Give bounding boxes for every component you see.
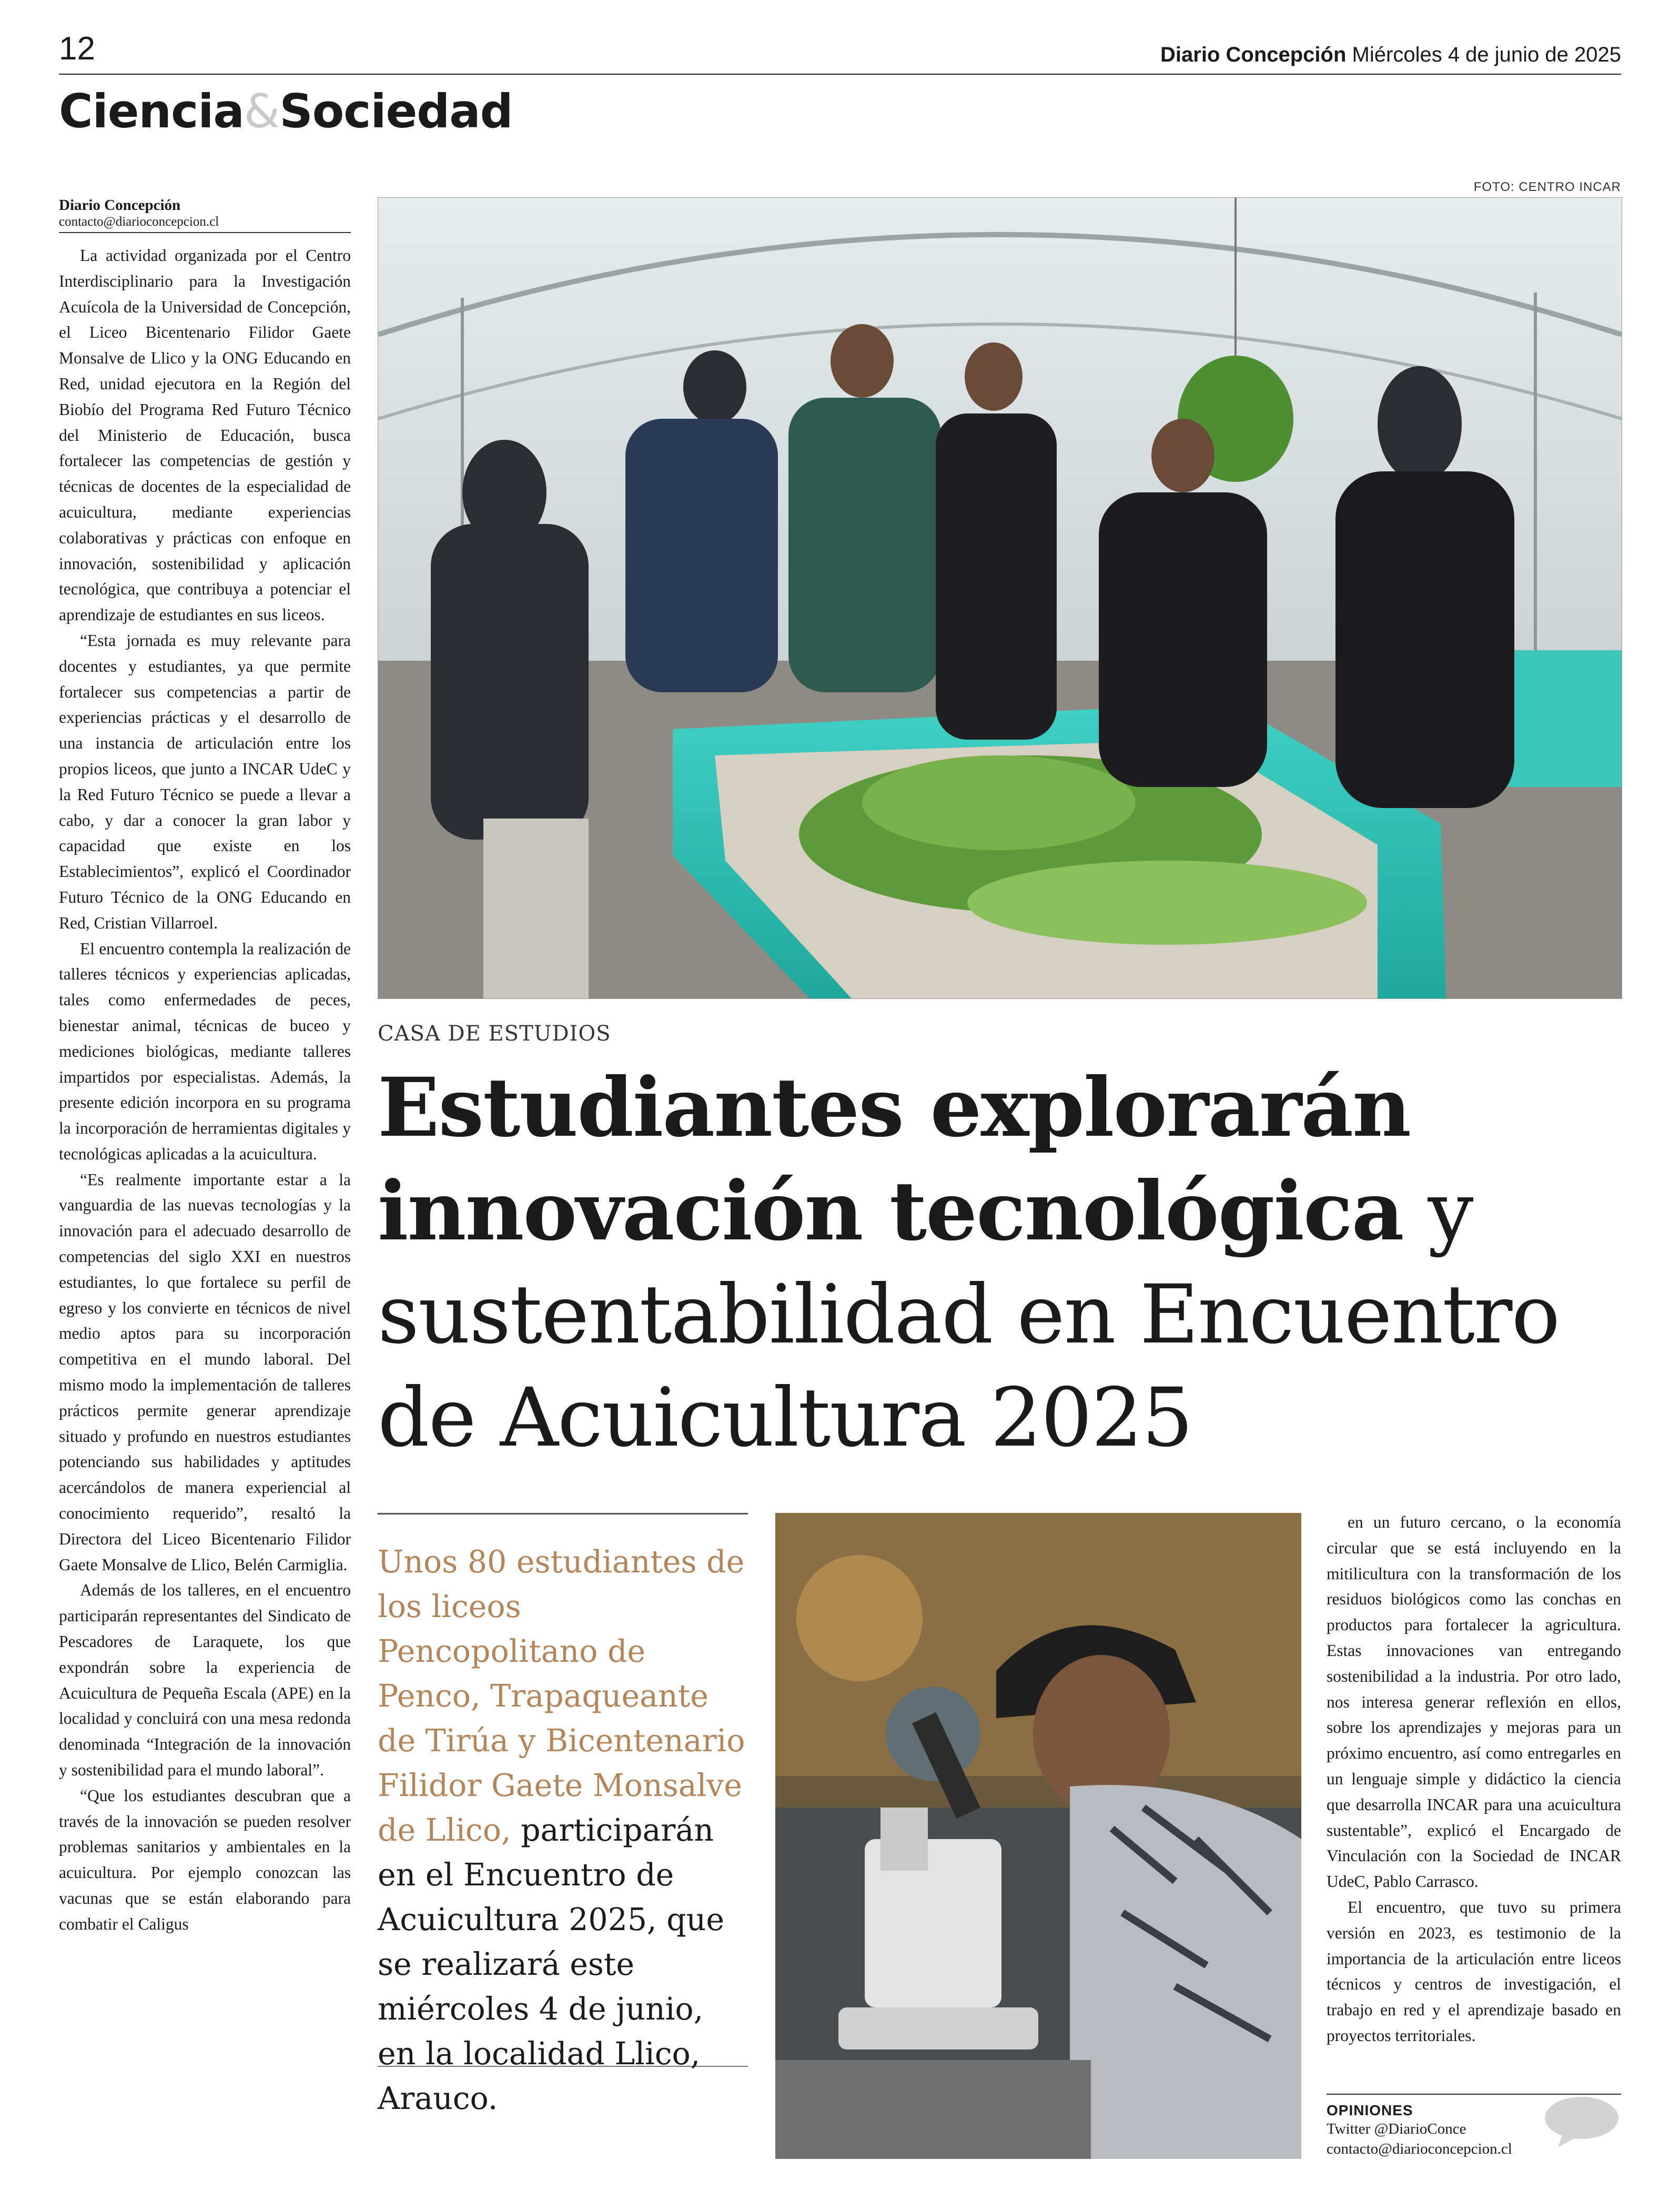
byline-email: contacto@diarioconcepcion.cl [59,215,219,229]
lead-highlight: Unos 80 estudiantes de los liceos Pencopolitano de Penco, Trapaqueante de Tirúa y Bicentenario Filidor Gaete Monsalve de Llico, [378,1544,745,1848]
body-paragraph: El encuentro, que tuvo su primera versión en 2023, es testimonio de la importancia de la articulación entre liceos técnicos y centros de investigación, el trabajo en red y el aprendizaje basado en proyectos territoriales. [1327,1897,1621,2045]
issue-date: Miércoles 4 de junio de 2025 [1352,43,1621,66]
lead-rest: participarán en el Encuentro de Acuicultura 2025, que se realizará este miércoles 4 de junio, en la localidad Llico, Arauco. [378,1812,724,2116]
section-title [59,84,513,138]
headline-light: y sustentabilidad en Encuentro de Acuicultura 2025 [378,1165,1560,1465]
section-title-part2: Sociedad [279,84,513,138]
main-photo-greenhouse [378,197,1622,999]
left-column [59,243,351,2168]
byline [59,197,351,233]
body-paragraph: “Que los estudiantes descubran que a través de la innovación se pueden resolver problemas sanitarios y ambientales en la acuicultura. Por ejemplo conozcan las vacunas que se están elaborando para combatir el Caligus [59,1786,351,1933]
section-ampersand: & [244,84,280,138]
body-paragraph: Además de los talleres, en el encuentro participarán representantes del Sindicato de Pescadores de Laraquete, los que expondrán sobre la experiencia de Acuicultura de Pequeña Escala (APE) en la localidad y concluirá con una mesa redonda denominada “Integración de la innovación y sostenibilidad para el mundo laboral”. [59,1581,351,1780]
byline-name: Diario Concepción [59,197,181,214]
body-paragraph: La actividad organizada por el Centro Interdisciplinario para la Investigación Acuícola de la Universidad de Concepción, el Liceo Bicentenario Filidor Gaete Monsalve de Llico y la ONG Educando en Red, unidad ejecutora en la Región del Biobío del Programa Red Futuro Técnico del Ministerio de Educación, busca fortalecer las competencias de gestión y técnicas de docentes de la especialidad de acuicultura, mediante experiencias colaborativas y prácticas con enfoque en innovación, sostenibilidad y aplicación tecnológica, que contribuya a potenciar el aprendizaje de estudiantes en sus liceos. [59,246,351,624]
speech-bubble-icon [1542,2096,1621,2148]
masthead [1160,44,1621,65]
lab-photo-microscope [775,1513,1301,2159]
body-paragraph: en un futuro cercano, o la economía circular que se está incluyendo en la mitilicultura con la transformación de los residuos biológicos como las conchas en productos para fortalecer la agricultura. Estas innovaciones van entregando sostenibilidad a la industria. Por otro lado, nos interesa generar reflexión en ellos, sobre los aprendizajes y mejoras para un próximo encuentro, así como entregarles en un lenguaje simple y didáctico la ciencia que desarrolla INCAR para una acuicultura sustentable”, explicó el Encargado de Vinculación con la Sociedad de INCAR UdeC, Pablo Carrasco. [1327,1513,1621,1891]
article-lead [378,1540,748,2121]
body-paragraph: “Es realmente importante estar a la vanguardia de las nuevas tecnologías y la innovación para el adecuado desarrollo de competencias del siglo XXI en nuestros estudiantes, lo que fortalece su perfil de egreso y los convierte en técnicos de nivel medio aptos para su incorporación competitiva en el mundo laboral. Del mismo modo la implementación de talleres prácticos permite generar aprendizaje situado y profundo en nuestros estudiantes potenciando sus habilidades y aptitudes acercándolos de manera experiencial al conocimiento requerido”, resaltó la Directora del Liceo Bicentenario Filidor Gaete Monsalve de Llico, Belén Carmiglia. [59,1170,351,1574]
lead-box [378,1513,748,2116]
page-number: 12 [59,31,95,67]
body-paragraph: “Esta jornada es muy relevante para docentes y estudiantes, ya que permite fortalecer sus competencias a partir de experiencias prácticas y el desarrollo de una instancia de articulación entre los propios liceos, que junto a INCAR UdeC y la Red Futuro Técnico se puede a llevar a cabo, y dar a conocer la gran labor y capacidad que existe en los Establecimientos”, explicó el Coordinador Futuro Técnico de la ONG Educando en Red, Cristian Villarroel. [59,631,351,932]
headline-bold: Estudiantes explorarán innovación tecnológica [378,1060,1411,1259]
right-column [1327,1510,1621,2083]
photo-credit: FOTO: CENTRO INCAR [1473,180,1621,194]
body-paragraph: El encuentro contempla la realización de talleres técnicos y experiencias aplicadas, tales como enfermedades de peces, bienestar animal, técnicas de buceo y mediciones biológicas, mediante talleres impartidos por especialistas. Además, la presente edición incorpora en su programa la incorporación de herramientas digitales y tecnológicas aplicadas a la acuicultura. [59,939,351,1163]
section-title-part1: Ciencia [59,84,244,138]
header-rule [59,74,1621,75]
article-kicker: CASA DE ESTUDIOS [378,1022,611,1046]
opinions-twitter[interactable]: Twitter @DiarioConce [1327,2121,1466,2137]
article-headline [378,1056,1630,1470]
newspaper-name: Diario Concepción [1160,43,1347,66]
opinions-email[interactable]: contacto@diarioconcepcion.cl [1327,2141,1512,2157]
opinions-title: OPINIONES [1327,2102,1413,2118]
